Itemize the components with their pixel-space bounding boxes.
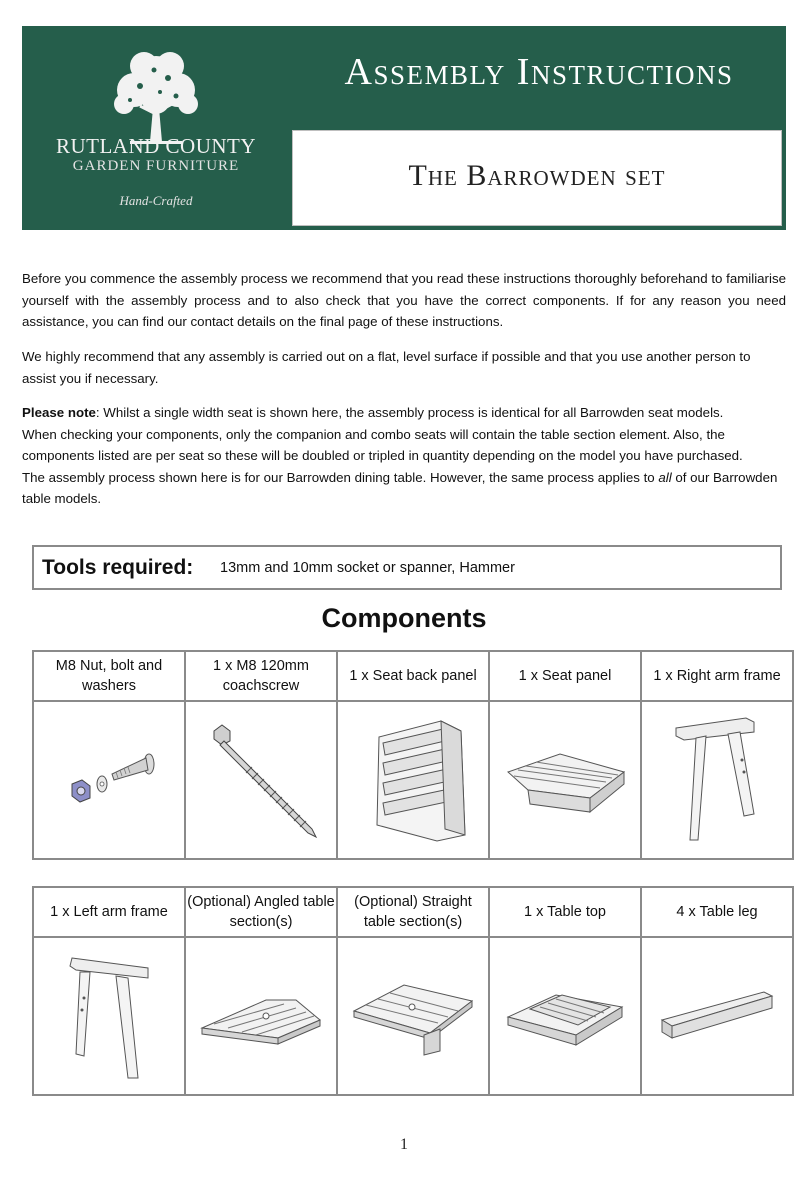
note-line-1: : Whilst a single width seat is shown here, the assembly process is identical for all Barrowden seat models.	[95, 405, 724, 420]
note-paragraph	[22, 402, 786, 510]
left-arm-frame-icon	[54, 946, 164, 1086]
component-label: 1 x Seat panel	[489, 651, 641, 701]
brand-tagline: Hand-Crafted	[119, 193, 193, 208]
tools-value: 13mm and 10mm socket or spanner, Hammer	[220, 560, 515, 576]
header-banner	[22, 26, 786, 230]
page-number: 1	[400, 1136, 408, 1153]
subtitle-box	[292, 130, 782, 226]
seat-panel-icon	[500, 730, 630, 830]
nut-bolt-icon	[54, 740, 164, 820]
component-image-cell	[337, 937, 489, 1095]
document-subtitle: The Barrowden set	[408, 159, 666, 192]
brand-subname: GARDEN FURNITURE	[72, 158, 240, 174]
component-image-cell	[641, 937, 793, 1095]
component-image-cell	[489, 937, 641, 1095]
coachscrew-icon	[196, 715, 326, 845]
component-image-cell	[185, 937, 337, 1095]
seat-back-panel-icon	[353, 715, 473, 845]
brand-name: RUTLAND COUNTY	[55, 134, 257, 158]
brand-logo	[22, 26, 290, 230]
tools-label: Tools required:	[42, 556, 194, 579]
component-label: 1 x Table top	[489, 887, 641, 937]
component-label: M8 Nut, bolt and washers	[33, 651, 185, 701]
component-image-cell	[33, 701, 185, 859]
component-label: 1 x Left arm frame	[33, 887, 185, 937]
table-leg-icon	[652, 976, 782, 1056]
right-arm-frame-icon	[662, 710, 772, 850]
straight-table-section-icon	[348, 971, 478, 1061]
component-label: (Optional) Angled table section(s)	[185, 887, 337, 937]
intro-paragraph-1: Before you commence the assembly process we recommend that you read these instructions thoroughly beforehand to familiarise yourself with the assembly process and to also check that you have the correct components. If for any reason you need assistance, you can find our contact details on the final page of these instructions.	[22, 271, 786, 329]
component-label: 1 x Right arm frame	[641, 651, 793, 701]
components-heading: Components	[321, 603, 487, 633]
component-image-cell	[185, 701, 337, 859]
note-label: Please note	[22, 405, 96, 420]
component-image-cell	[489, 701, 641, 859]
component-label: 1 x Seat back panel	[337, 651, 489, 701]
component-label: 4 x Table leg	[641, 887, 793, 937]
tools-required-box	[32, 545, 782, 590]
component-label: (Optional) Straight table section(s)	[337, 887, 489, 937]
note-line-3b: of our Barrowden table models.	[22, 469, 778, 506]
component-label: 1 x M8 120mm coachscrew	[185, 651, 337, 701]
components-table-row-2	[32, 886, 794, 1096]
angled-table-section-icon	[196, 976, 326, 1056]
note-line-3a: The assembly process shown here is for our Barrowden dining table. However, the same process applies to	[22, 469, 659, 485]
components-table-row-1	[32, 650, 794, 860]
component-image-cell	[337, 701, 489, 859]
intro-paragraph-2: We highly recommend that any assembly is carried out on a flat, level surface if possible and that you use another person to assist you if necessary.	[22, 349, 751, 386]
component-image-cell	[641, 701, 793, 859]
component-image-cell	[33, 937, 185, 1095]
document-title: Assembly Instructions	[344, 51, 734, 93]
note-emphasis: all	[658, 469, 672, 485]
note-line-2: When checking your components, only the companion and combo seats will contain the table section element. Also, the components listed are per seat so these will be doubled or tripled in quantity depending on the model you have purchased.	[22, 426, 743, 463]
header-divider	[22, 228, 786, 230]
table-top-icon	[500, 971, 630, 1061]
